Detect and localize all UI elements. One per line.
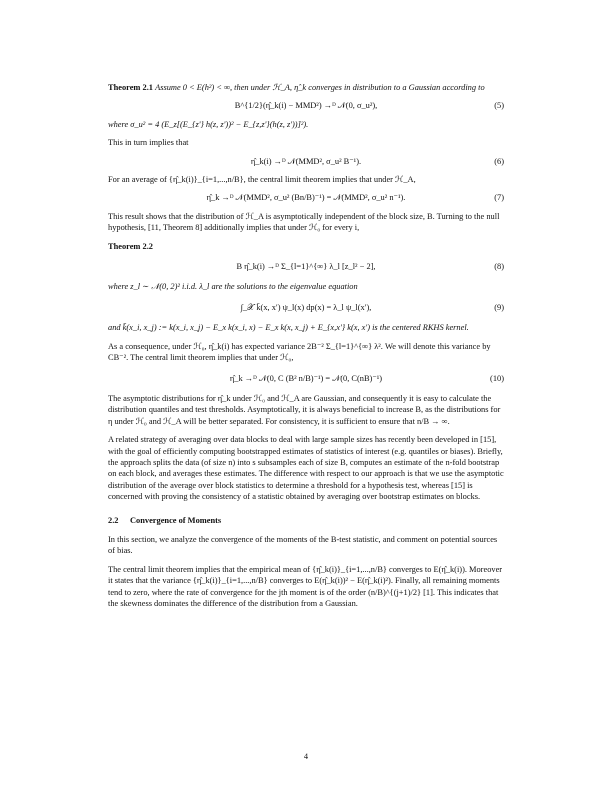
- equation-9-number: (9): [494, 302, 504, 312]
- page-number: 4: [303, 752, 309, 761]
- equation-5-number: (5): [494, 101, 504, 111]
- theorem-2-1-statement: Assume 0 < E(h²) < ∞, then under ℋ_A, η̂_k converges in distribution to a Gaussian according to: [155, 83, 485, 92]
- implies-paragraph: This in turn implies that: [108, 138, 189, 148]
- theorem-2-2-title: Theorem 2.2: [108, 241, 153, 251]
- equation-10-number: (10): [490, 373, 504, 383]
- section-heading: [108, 515, 504, 526]
- section-number: 2.2: [108, 515, 119, 525]
- sigma-definition: where σ_u² = 4 (E_z[(E_{z'} h(z, z'))² − E_{z,z'}(h(z, z'))]²).: [108, 119, 309, 129]
- consequence-paragraph: As a consequence, under ℋ₀, η̂_k(i) has expected variance 2B⁻² Σ_{l=1}^{∞} λ². We will denote this variance by CB⁻². The central limit theorem implies that under ℋ₀,: [108, 341, 491, 363]
- equation-7: [108, 192, 504, 203]
- equation-10-body: η̂_k →ᴰ 𝒩(0, C (B² n/B)⁻¹) = 𝒩(0, C(nB)⁻¹): [229, 373, 383, 383]
- equation-6: [108, 156, 504, 167]
- equation-8: [108, 261, 504, 272]
- result-paragraph: This result shows that the distribution of ℋ_A is asymptotically independent of the block size, B. Turning to the null hypothesis, [11, Theorem 8] additionally implies that under ℋ₀ for every i,: [108, 211, 500, 233]
- equation-7-body: η̂_k →ᴰ 𝒩(MMD², σ_u² (Bn/B)⁻¹) = 𝒩(MMD², σ_u² n⁻¹).: [206, 193, 406, 203]
- average-paragraph: For an average of {η̂_k(i)}_{i=1,...,n/B}, the central limit theorem implies that under ℋ_A,: [108, 175, 416, 185]
- equation-5-body: B^{1/2}(η̂_k(i) − MMD²) →ᴰ 𝒩(0, σ_u²),: [234, 101, 378, 111]
- theorem-2-1-title: Theorem 2.1: [108, 83, 153, 92]
- equation-8-number: (8): [494, 262, 504, 272]
- clt-paragraph: The central limit theorem implies that the empirical mean of {η̂_k(i)}_{i=1,...,n/B} converges to E(η̂_k(i)). Moreover it states that the variance {η̂_k(i)}_{i=1,...,n/B} converges to E(η̂_k(i))² − E(η̂_k(i)²). Finally, all remaining moments tend to zero, where the rate of convergence for the jth moment is of the order (n/B)^{(j+1)/2} [1]. This indicates that the skewness dominates the difference of the distribution from a Gaussian.: [108, 564, 503, 608]
- section-intro-paragraph: In this section, we analyze the convergence of the moments of the B-test statistic, and comment on potential sources of bias.: [108, 534, 498, 556]
- eigenvalue-statement: where z_l ∼ 𝒩(0, 2)² i.i.d. λ_l are the solutions to the eigenvalue equation: [108, 282, 358, 292]
- equation-10: [108, 373, 504, 384]
- asymptotic-paragraph: The asymptotic distributions for η̂_k under ℋ₀ and ℋ_A are Gaussian, and consequently it is easy to calculate the distribution quantiles and test thresholds. Asymptotically, it is always beneficial to increase B, as the distributions for η under ℋ₀ and ℋ_A will be better separated. For consistency, it is sufficient to ensure that n/B → ∞.: [108, 393, 501, 426]
- section-title: Convergence of Moments: [130, 515, 222, 525]
- paper-page: [108, 82, 504, 616]
- theorem-2-1: [108, 82, 504, 93]
- equation-9: [108, 302, 504, 313]
- equation-6-body: η̂_k(i) →ᴰ 𝒩(MMD², σ_u² B⁻¹).: [250, 156, 362, 166]
- centered-kernel-statement: and k̄(x_i, x_j) := k(x_i, x_j) − E_x k(x_i, x) − E_x k(x, x_j) + E_{x,x′} k(x, x′) is the centered RKHS kernel.: [108, 323, 469, 333]
- equation-5: [108, 100, 504, 111]
- equation-7-number: (7): [494, 193, 504, 203]
- equation-9-body: ∫_𝒳 k̄(x, x′) ψ_l(x) dp(x) = λ_l ψ_l(x′),: [240, 302, 372, 312]
- theorem-2-2: [108, 241, 504, 252]
- equation-6-number: (6): [494, 156, 504, 166]
- related-strategy-paragraph: A related strategy of averaging over data blocks to deal with large sample sizes has recently been developed in [15], with the goal of efficiently computing bootstrapped estimates of statistics of interest (e.g. quantiles or biases). Briefly, the approach splits the data (of size n) into s subsamples each of size B, computes an estimate of the n-fold bootstrap on each block, and averages these estimates. The difference with respect to our approach is that we use the asymptotic distribution of the average over block statistics to determine a threshold for a hypothesis test, whereas [15] is concerned with proving the consistency of a statistic obtained by averaging over bootstrap estimates on blocks.: [108, 435, 504, 502]
- equation-8-body: B η̂_k(i) →ᴰ Σ_{l=1}^{∞} λ_l [z_l² − 2],: [236, 262, 376, 272]
